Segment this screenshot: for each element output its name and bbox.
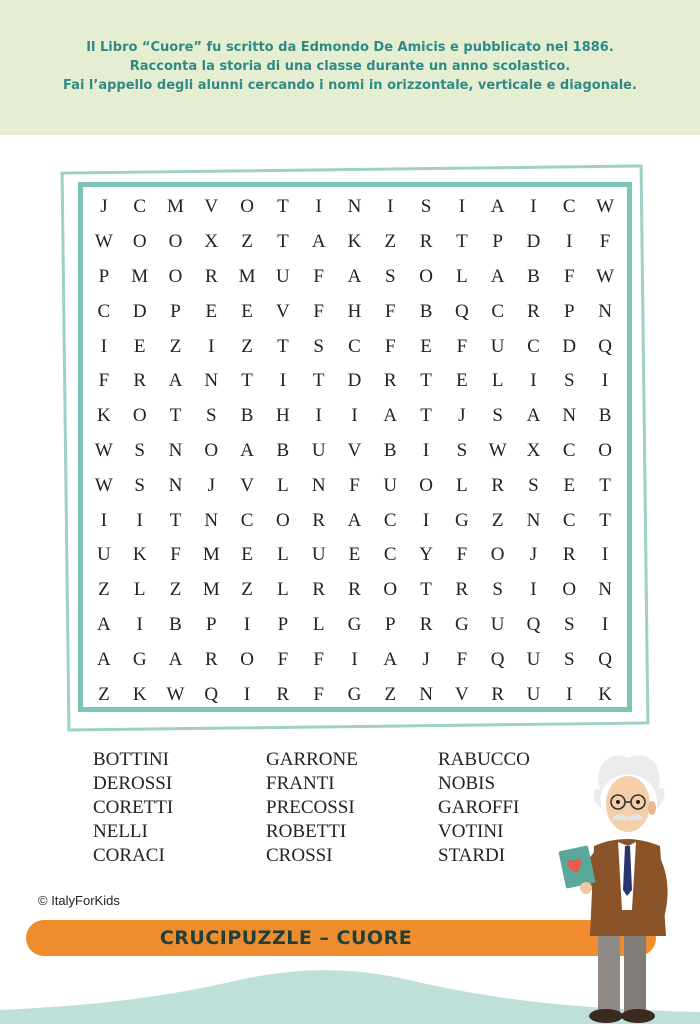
grid-row	[86, 434, 624, 469]
grid-letter[interactable]: S	[563, 370, 575, 392]
grid-letter[interactable]: N	[311, 474, 326, 496]
grid-letter[interactable]: O	[240, 648, 254, 670]
grid-letter[interactable]: C	[348, 335, 361, 357]
grid-letter[interactable]: G	[347, 683, 362, 705]
grid-letter[interactable]: O	[168, 231, 183, 253]
grid-letter[interactable]: Q	[204, 683, 219, 705]
grid-letter[interactable]: D	[562, 335, 577, 357]
grid-letter[interactable]: M	[202, 579, 220, 601]
grid-letter[interactable]: Z	[241, 579, 253, 601]
grid-letter[interactable]: J	[100, 196, 108, 218]
grid-letter[interactable]: T	[241, 370, 253, 392]
grid-letter[interactable]: R	[491, 683, 504, 705]
grid-letter[interactable]: U	[97, 544, 111, 566]
grid-letter[interactable]: C	[97, 300, 111, 322]
grid-letter[interactable]: Q	[598, 335, 612, 357]
grid-letter[interactable]: E	[133, 335, 146, 357]
grid-letter[interactable]: X	[204, 231, 219, 253]
grid-letter[interactable]: E	[205, 300, 218, 322]
grid-letter[interactable]: I	[530, 370, 537, 392]
grid-letter[interactable]: F	[313, 300, 324, 322]
grid-letter[interactable]: A	[490, 196, 505, 218]
word-item: FRANTI	[266, 773, 335, 794]
grid-letter[interactable]: C	[562, 509, 576, 531]
grid-row	[86, 364, 624, 399]
grid-letter[interactable]: N	[562, 405, 577, 427]
word-item: VOTINI	[438, 821, 504, 842]
grid-letter[interactable]: B	[276, 439, 290, 461]
grid-letter[interactable]: I	[530, 579, 537, 601]
grid-letter[interactable]: R	[133, 370, 147, 392]
grid-letter[interactable]: F	[98, 370, 110, 392]
grid-letter[interactable]: G	[455, 509, 469, 531]
grid-letter[interactable]: I	[566, 683, 573, 705]
page-title: CRUCIPUZZLE – CUORE	[159, 927, 413, 949]
grid-letter[interactable]: N	[598, 300, 612, 322]
grid-letter[interactable]: W	[596, 196, 615, 218]
grid-letter[interactable]: C	[527, 335, 540, 357]
grid-letter[interactable]: Z	[384, 231, 397, 253]
grid-letter[interactable]: O	[132, 231, 147, 253]
grid-row	[86, 573, 624, 608]
grid-letter[interactable]: T	[277, 196, 289, 218]
grid-letter[interactable]: T	[277, 335, 289, 357]
grid-letter[interactable]: C	[240, 509, 254, 531]
grid-letter[interactable]: K	[132, 544, 147, 566]
grid-letter[interactable]: O	[132, 405, 147, 427]
grid-letter[interactable]: W	[166, 683, 185, 705]
grid-letter[interactable]: W	[94, 231, 113, 253]
grid-letter[interactable]: O	[490, 544, 505, 566]
grid-letter[interactable]: Z	[384, 683, 397, 705]
grid-letter[interactable]: J	[422, 648, 430, 670]
grid-letter[interactable]: W	[488, 439, 507, 461]
grid-letter[interactable]: R	[527, 300, 540, 322]
grid-row	[86, 329, 624, 364]
word-column	[93, 748, 263, 868]
grid-letter[interactable]: L	[277, 544, 289, 566]
grid-letter[interactable]: Z	[98, 579, 110, 601]
grid-letter[interactable]: I	[351, 648, 358, 670]
word-item: CROSSI	[266, 845, 333, 866]
grid-letter[interactable]: S	[528, 474, 539, 496]
grid-letter[interactable]: A	[526, 405, 541, 427]
grid-row	[86, 538, 624, 573]
grid-letter[interactable]: I	[136, 613, 143, 635]
grid-letter[interactable]: H	[276, 405, 290, 427]
grid-letter[interactable]: Z	[169, 335, 182, 357]
grid-letter[interactable]: E	[563, 474, 576, 496]
grid-letter[interactable]: T	[420, 405, 432, 427]
grid-letter[interactable]: B	[527, 265, 540, 287]
grid-letter[interactable]: B	[169, 613, 182, 635]
grid-letter[interactable]: S	[134, 439, 145, 461]
instruction-line: Fai l’appello degli alunni cercando i nomi in orizzontale, verticale e diagonale.	[63, 78, 637, 93]
grid-letter[interactable]: Z	[241, 231, 253, 253]
word-item: DEROSSI	[93, 773, 173, 794]
grid-letter[interactable]: R	[312, 509, 326, 531]
grid-letter[interactable]: O	[383, 579, 398, 601]
grid-letter[interactable]: O	[419, 474, 433, 496]
grid-letter[interactable]: S	[384, 265, 396, 287]
grid-letter[interactable]: R	[383, 370, 397, 392]
grid-letter[interactable]: I	[530, 196, 537, 218]
word-item: ROBETTI	[266, 821, 347, 842]
grid-letter[interactable]: V	[240, 474, 254, 496]
grid-letter[interactable]: K	[347, 231, 362, 253]
grid-letter[interactable]: T	[420, 370, 432, 392]
grid-letter[interactable]: S	[492, 579, 503, 601]
grid-letter[interactable]: T	[599, 509, 611, 531]
grid-letter[interactable]: F	[384, 335, 396, 357]
grid-letter[interactable]: C	[562, 196, 576, 218]
grid-letter[interactable]: I	[351, 405, 358, 427]
grid-letter[interactable]: I	[136, 509, 143, 531]
professor-illustration	[556, 750, 696, 1024]
grid-letter[interactable]: E	[241, 300, 253, 322]
grid-letter[interactable]: B	[419, 300, 433, 322]
grid-letter[interactable]: W	[94, 439, 113, 461]
grid-letter[interactable]: Z	[98, 683, 110, 705]
grid-letter[interactable]: O	[276, 509, 290, 531]
grid-letter[interactable]: R	[204, 648, 218, 670]
grid-letter[interactable]: A	[97, 613, 111, 635]
grid-letter[interactable]: B	[598, 405, 612, 427]
grid-letter[interactable]: I	[422, 439, 430, 461]
grid-letter[interactable]: O	[598, 439, 612, 461]
grid-letter[interactable]: U	[383, 474, 398, 496]
grid-letter[interactable]: M	[167, 196, 184, 218]
grid-letter[interactable]: A	[490, 265, 505, 287]
grid-letter[interactable]: F	[313, 683, 324, 705]
grid-row	[86, 642, 624, 677]
grid-letter[interactable]: W	[596, 265, 615, 287]
grid-letter[interactable]: A	[97, 648, 111, 670]
grid-letter[interactable]: T	[456, 231, 468, 253]
word-item: NELLI	[93, 821, 148, 842]
grid-letter[interactable]: R	[491, 474, 504, 496]
grid-letter[interactable]: P	[563, 300, 575, 322]
instruction-line: Il Libro “Cuore” fu scritto da Edmondo De Amicis e pubblicato nel 1886.	[86, 40, 614, 55]
grid-letter[interactable]: I	[208, 335, 215, 357]
grid-letter[interactable]: S	[206, 405, 217, 427]
grid-letter[interactable]: T	[277, 231, 289, 253]
header-banner	[0, 0, 700, 135]
grid-letter[interactable]: S	[563, 613, 575, 635]
grid-letter[interactable]: U	[526, 648, 541, 670]
grid-letter[interactable]: N	[598, 579, 612, 601]
grid-letter[interactable]: U	[311, 544, 326, 566]
grid-letter[interactable]: L	[133, 579, 146, 601]
grid-letter[interactable]: P	[384, 613, 396, 635]
grid-letter[interactable]: B	[240, 405, 254, 427]
grid-letter[interactable]: I	[243, 613, 251, 635]
grid-letter[interactable]: U	[526, 683, 541, 705]
grid-letter[interactable]: E	[420, 335, 432, 357]
grid-letter[interactable]: I	[100, 335, 108, 357]
grid-letter[interactable]: F	[313, 648, 324, 670]
grid-letter[interactable]: I	[243, 683, 251, 705]
grid-letter[interactable]: A	[347, 265, 362, 287]
grid-letter[interactable]: I	[315, 405, 322, 427]
grid-letter[interactable]: Z	[491, 509, 504, 531]
grid-letter[interactable]: E	[456, 370, 468, 392]
grid-letter[interactable]: A	[168, 370, 183, 392]
grid-row	[86, 399, 624, 434]
copyright-credit: © ItalyForKids	[38, 893, 120, 908]
grid-letter[interactable]: F	[384, 300, 396, 322]
grid-letter[interactable]: I	[279, 370, 287, 392]
grid-letter[interactable]: M	[238, 265, 256, 287]
grid-row	[86, 190, 624, 225]
grid-letter[interactable]: F	[599, 231, 611, 253]
grid-letter[interactable]: A	[383, 648, 398, 670]
grid-letter[interactable]: F	[456, 648, 468, 670]
grid-letter[interactable]: I	[601, 613, 609, 635]
grid-row	[86, 294, 624, 329]
grid-letter[interactable]: A	[311, 231, 326, 253]
grid-row	[86, 225, 624, 260]
grid-letter[interactable]: I	[387, 196, 394, 218]
grid-letter[interactable]: C	[562, 439, 576, 461]
word-item: BOTTINI	[93, 749, 169, 770]
grid-letter[interactable]: Z	[241, 335, 253, 357]
grid-letter[interactable]: N	[204, 509, 219, 531]
grid-letter[interactable]: T	[420, 579, 432, 601]
grid-letter[interactable]: F	[456, 335, 468, 357]
grid-letter[interactable]: T	[312, 370, 325, 392]
grid-letter[interactable]: S	[563, 648, 575, 670]
grid-letter[interactable]: F	[277, 648, 289, 670]
grid-letter[interactable]: C	[491, 300, 504, 322]
grid-letter[interactable]: C	[383, 544, 397, 566]
grid-letter[interactable]: G	[455, 613, 469, 635]
grid-letter[interactable]: O	[240, 196, 254, 218]
grid-letter[interactable]: Q	[598, 648, 612, 670]
grid-letter[interactable]: K	[598, 683, 612, 705]
grid-letter[interactable]: M	[131, 265, 149, 287]
word-item: GARRONE	[266, 749, 358, 770]
grid-letter[interactable]: N	[168, 474, 183, 496]
grid-row	[86, 468, 624, 503]
grid-letter[interactable]: L	[277, 474, 289, 496]
grid-letter[interactable]: V	[455, 683, 469, 705]
grid-letter[interactable]: R	[204, 265, 218, 287]
instruction-line: Racconta la storia di una classe durante un anno scolastico.	[129, 59, 571, 74]
grid-letter[interactable]: N	[526, 509, 541, 531]
grid-letter[interactable]: H	[347, 300, 362, 322]
grid-letter[interactable]: K	[132, 683, 147, 705]
grid-letter[interactable]: J	[207, 474, 215, 496]
grid-letter[interactable]: G	[132, 648, 147, 670]
grid-letter[interactable]: L	[456, 265, 468, 287]
grid-letter[interactable]: L	[456, 474, 468, 496]
grid-letter[interactable]: E	[241, 544, 253, 566]
word-item: PRECOSSI	[266, 797, 355, 818]
grid-letter[interactable]: R	[419, 613, 433, 635]
word-column	[266, 748, 436, 868]
grid-letter[interactable]: P	[98, 265, 110, 287]
grid-letter[interactable]: B	[383, 439, 397, 461]
grid-letter[interactable]: I	[566, 231, 573, 253]
grid-letter[interactable]: A	[240, 439, 254, 461]
grid-letter[interactable]: Q	[526, 613, 541, 635]
grid-letter[interactable]: U	[490, 335, 505, 357]
grid-letter[interactable]: A	[383, 405, 398, 427]
grid-letter[interactable]: I	[100, 509, 108, 531]
grid-letter[interactable]: P	[206, 613, 217, 635]
grid-letter[interactable]: L	[277, 579, 289, 601]
grid-letter[interactable]: I	[315, 196, 322, 218]
grid-letter[interactable]: N	[347, 196, 362, 218]
grid-letter[interactable]: V	[347, 439, 362, 461]
grid-letter[interactable]: S	[313, 335, 324, 357]
grid-letter[interactable]: W	[94, 474, 113, 496]
grid-letter[interactable]: Y	[419, 544, 433, 566]
grid-letter[interactable]: U	[311, 439, 326, 461]
grid-letter[interactable]: D	[526, 231, 541, 253]
grid-letter[interactable]: I	[422, 509, 430, 531]
grid-letter[interactable]: D	[347, 370, 362, 392]
word-item: STARDI	[438, 845, 506, 866]
grid-letter[interactable]: O	[562, 579, 577, 601]
grid-letter[interactable]: N	[419, 683, 433, 705]
grid-letter[interactable]: R	[312, 579, 326, 601]
grid-letter[interactable]: I	[601, 544, 609, 566]
grid-letter[interactable]: R	[455, 579, 469, 601]
grid-letter[interactable]: S	[456, 439, 468, 461]
grid-letter[interactable]: C	[383, 509, 397, 531]
grid-letter[interactable]: T	[169, 509, 182, 531]
grid-letter[interactable]: L	[312, 613, 325, 635]
grid-letter[interactable]: O	[204, 439, 219, 461]
grid-letter[interactable]: R	[348, 579, 361, 601]
grid-letter[interactable]: V	[204, 196, 219, 218]
grid-letter[interactable]: I	[458, 196, 466, 218]
grid-row	[86, 503, 624, 538]
grid-letter[interactable]: C	[133, 196, 147, 218]
grid-letter[interactable]: D	[132, 300, 147, 322]
grid-letter[interactable]: X	[526, 439, 541, 461]
grid-letter[interactable]: F	[349, 474, 360, 496]
grid-letter[interactable]: O	[419, 265, 433, 287]
grid-letter[interactable]: A	[347, 509, 362, 531]
letter-grid	[86, 190, 624, 712]
grid-letter[interactable]: J	[458, 405, 466, 427]
grid-letter[interactable]: M	[202, 544, 220, 566]
grid-letter[interactable]: P	[492, 231, 503, 253]
word-item: NOBIS	[438, 773, 496, 794]
grid-letter[interactable]: O	[168, 265, 183, 287]
grid-letter[interactable]: I	[601, 370, 609, 392]
grid-letter[interactable]: N	[168, 439, 183, 461]
grid-letter[interactable]: A	[168, 648, 183, 670]
grid-letter[interactable]: U	[490, 613, 505, 635]
instructions	[0, 38, 700, 95]
grid-letter[interactable]: N	[204, 370, 219, 392]
grid-letter[interactable]: G	[347, 613, 362, 635]
grid-letter[interactable]: L	[491, 370, 504, 392]
grid-letter[interactable]: Q	[455, 300, 469, 322]
grid-letter[interactable]: Z	[169, 579, 182, 601]
word-item: RABUCCO	[438, 749, 530, 770]
grid-letter[interactable]: F	[563, 265, 575, 287]
grid-letter[interactable]: V	[276, 300, 290, 322]
grid-letter[interactable]: U	[276, 265, 290, 287]
grid-row	[86, 608, 624, 643]
grid-row	[86, 260, 624, 295]
grid-letter[interactable]: S	[134, 474, 145, 496]
grid-letter[interactable]: Q	[490, 648, 505, 670]
grid-letter[interactable]: P	[170, 300, 181, 322]
grid-letter[interactable]: P	[277, 613, 289, 635]
word-item: CORACI	[93, 845, 165, 866]
grid-letter[interactable]: R	[419, 231, 433, 253]
grid-letter[interactable]: R	[562, 544, 576, 566]
book-icon	[558, 845, 595, 888]
grid-letter[interactable]: K	[97, 405, 111, 427]
grid-row	[86, 677, 624, 712]
grid-letter[interactable]: J	[529, 544, 538, 566]
grid-letter[interactable]: R	[276, 683, 290, 705]
grid-letter[interactable]: S	[420, 196, 432, 218]
grid-letter[interactable]: F	[170, 544, 181, 566]
grid-letter[interactable]: F	[313, 265, 324, 287]
grid-letter[interactable]: T	[169, 405, 182, 427]
grid-letter[interactable]: S	[492, 405, 503, 427]
word-item: CORETTI	[93, 797, 174, 818]
grid-letter[interactable]: F	[456, 544, 468, 566]
word-item: GAROFFI	[438, 797, 520, 818]
grid-letter[interactable]: T	[599, 474, 611, 496]
grid-letter[interactable]: E	[348, 544, 361, 566]
